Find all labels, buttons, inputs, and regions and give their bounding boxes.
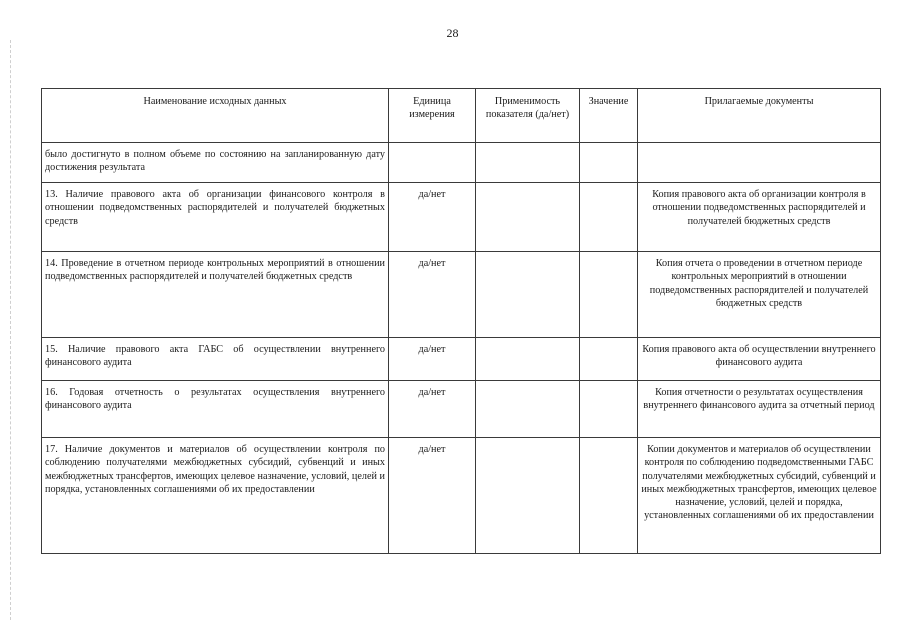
header-documents: Прилагаемые документы xyxy=(638,89,881,143)
row-name: было достигнуто в полном объеме по состоянию на запланированную дату достижения результата xyxy=(42,143,389,183)
row-applicability xyxy=(476,381,580,438)
row-unit xyxy=(389,143,476,183)
row-documents: Копия правового акта об организации контроля в отношении подведомственных распорядителей и получателей бюджетных средств xyxy=(638,183,881,252)
header-applicability: Применимость показателя (да/нет) xyxy=(476,89,580,143)
criteria-table xyxy=(41,88,881,554)
row-documents xyxy=(638,143,881,183)
row-applicability xyxy=(476,438,580,554)
row-unit: да/нет xyxy=(389,438,476,554)
row-value xyxy=(580,438,638,554)
row-value xyxy=(580,381,638,438)
row-applicability xyxy=(476,143,580,183)
row-value xyxy=(580,143,638,183)
row-value xyxy=(580,338,638,381)
table-header-row xyxy=(42,89,881,143)
binding-margin-marks xyxy=(10,40,13,620)
row-unit: да/нет xyxy=(389,252,476,338)
header-unit: Единица измерения xyxy=(389,89,476,143)
row-value xyxy=(580,252,638,338)
row-applicability xyxy=(476,252,580,338)
row-name: 14. Проведение в отчетном периоде контрольных мероприятий в отношении подведомственных распорядителей и получателей бюджетных средств xyxy=(42,252,389,338)
table-row xyxy=(42,438,881,554)
table-row xyxy=(42,252,881,338)
header-name: Наименование исходных данных xyxy=(42,89,389,143)
table-row xyxy=(42,338,881,381)
table-row xyxy=(42,143,881,183)
header-value: Значение xyxy=(580,89,638,143)
row-unit: да/нет xyxy=(389,381,476,438)
row-name: 13. Наличие правового акта об организации финансового контроля в отношении подведомственных распорядителей и получателей бюджетных средств xyxy=(42,183,389,252)
row-documents: Копии документов и материалов об осуществлении контроля по соблюдению подведомственными ГАБС получателями межбюджетных субсидий, субвенций и иных межбюджетных трансфертов, имеющих целевое назначение, условий, целей и порядка, установленных соглашениями об их предоставлении xyxy=(638,438,881,554)
table-row xyxy=(42,381,881,438)
row-name: 16. Годовая отчетность о результатах осуществления внутреннего финансового аудита xyxy=(42,381,389,438)
row-unit: да/нет xyxy=(389,183,476,252)
row-applicability xyxy=(476,183,580,252)
row-applicability xyxy=(476,338,580,381)
row-value xyxy=(580,183,638,252)
row-unit: да/нет xyxy=(389,338,476,381)
row-documents: Копия отчета о проведении в отчетном периоде контрольных мероприятий в отношении подведомственных распорядителей и получателей бюджетных средств xyxy=(638,252,881,338)
row-documents: Копия отчетности о результатах осуществления внутреннего финансового аудита за отчетный период xyxy=(638,381,881,438)
row-name: 17. Наличие документов и материалов об осуществлении контроля по соблюдению получателями межбюджетных субсидий, субвенций и иных межбюджетных трансфертов, имеющих целевое назначение, условий, целей и порядка, установленных соглашениями об их предоставлении xyxy=(42,438,389,554)
row-name: 15. Наличие правового акта ГАБС об осуществлении внутреннего финансового аудита xyxy=(42,338,389,381)
table-row xyxy=(42,183,881,252)
page-number: 28 xyxy=(446,26,459,40)
row-documents: Копия правового акта об осуществлении внутреннего финансового аудита xyxy=(638,338,881,381)
